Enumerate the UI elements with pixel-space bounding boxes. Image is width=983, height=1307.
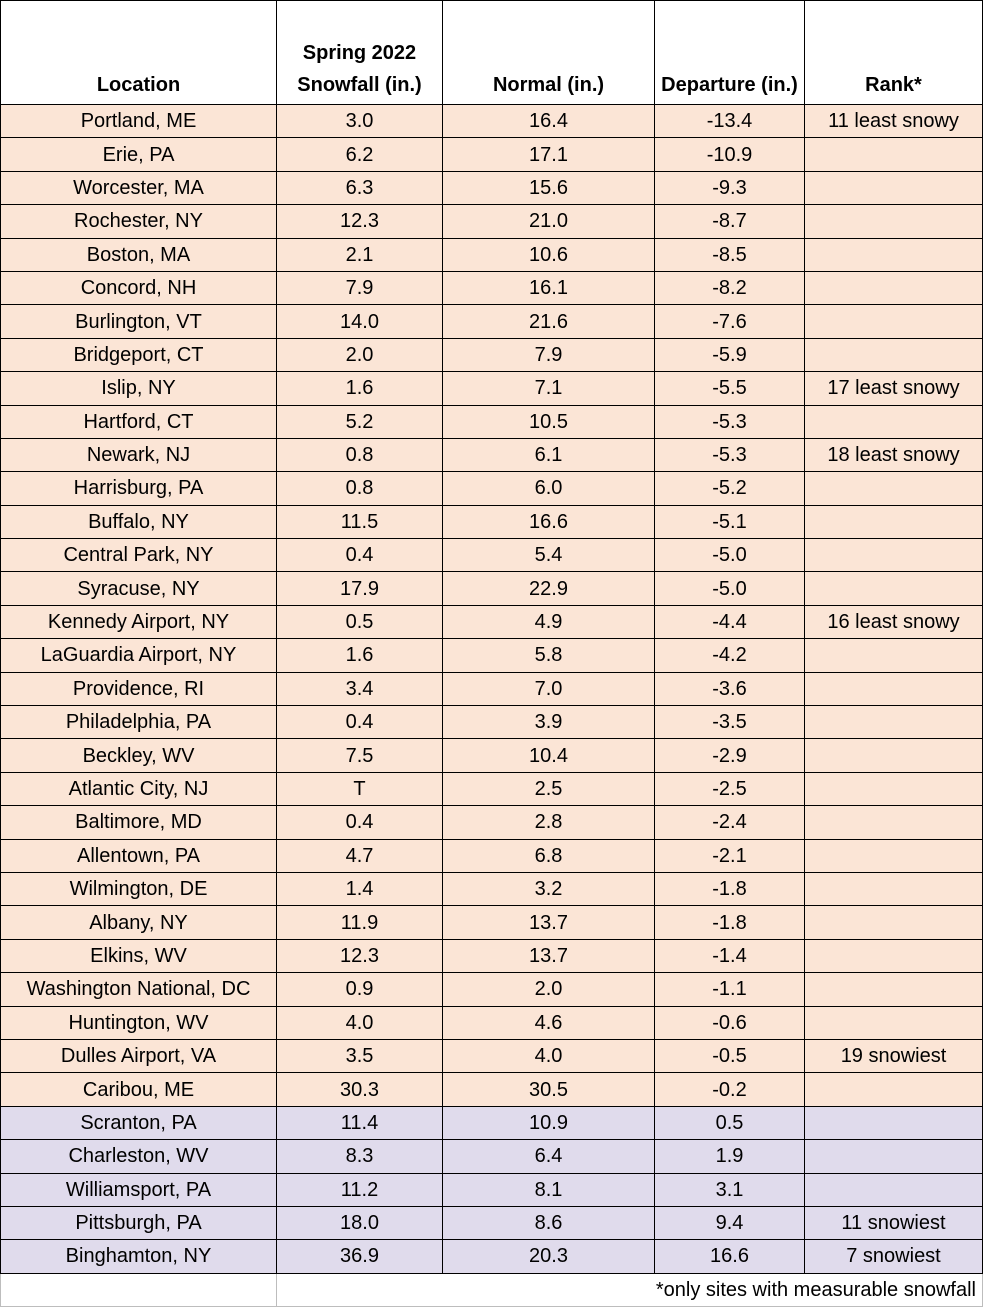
normal-cell: 4.6	[443, 1006, 655, 1039]
normal-cell: 3.2	[443, 872, 655, 905]
normal-cell: 7.1	[443, 372, 655, 405]
rank-cell: 7 snowiest	[805, 1240, 983, 1273]
table-row	[1, 271, 983, 304]
normal-cell: 7.9	[443, 338, 655, 371]
header-row	[1, 1, 983, 105]
location-cell: Islip, NY	[1, 372, 277, 405]
departure-cell: -1.8	[655, 872, 805, 905]
snowfall-cell: 0.8	[277, 472, 443, 505]
departure-cell: -1.8	[655, 906, 805, 939]
table-row	[1, 1006, 983, 1039]
location-cell: Scranton, PA	[1, 1106, 277, 1139]
location-cell: Hartford, CT	[1, 405, 277, 438]
normal-cell: 22.9	[443, 572, 655, 605]
departure-cell: -13.4	[655, 105, 805, 138]
rank-cell	[805, 872, 983, 905]
location-cell: Albany, NY	[1, 906, 277, 939]
departure-cell: -2.9	[655, 739, 805, 772]
normal-cell: 6.8	[443, 839, 655, 872]
table-row	[1, 472, 983, 505]
departure-cell: -5.3	[655, 405, 805, 438]
location-cell: Charleston, WV	[1, 1140, 277, 1173]
location-cell: Binghamton, NY	[1, 1240, 277, 1273]
departure-cell: -1.4	[655, 939, 805, 972]
rank-cell	[805, 539, 983, 572]
rank-cell	[805, 305, 983, 338]
snowfall-cell: 2.0	[277, 338, 443, 371]
snowfall-cell: 11.9	[277, 906, 443, 939]
table-row	[1, 739, 983, 772]
table-row	[1, 973, 983, 1006]
snowfall-cell: 7.9	[277, 271, 443, 304]
rank-cell: 18 least snowy	[805, 438, 983, 471]
rank-cell	[805, 973, 983, 1006]
snowfall-cell: 1.4	[277, 872, 443, 905]
snowfall-cell: 0.9	[277, 973, 443, 1006]
table-row	[1, 305, 983, 338]
location-cell: Atlantic City, NJ	[1, 772, 277, 805]
table-row	[1, 1240, 983, 1273]
snowfall-cell: 12.3	[277, 205, 443, 238]
normal-cell: 17.1	[443, 138, 655, 171]
table-row	[1, 1140, 983, 1173]
normal-cell: 6.4	[443, 1140, 655, 1173]
table-row	[1, 839, 983, 872]
rank-cell	[805, 138, 983, 171]
departure-cell: 9.4	[655, 1206, 805, 1239]
normal-cell: 15.6	[443, 171, 655, 204]
normal-cell: 10.9	[443, 1106, 655, 1139]
rank-cell: 11 least snowy	[805, 105, 983, 138]
departure-cell: 0.5	[655, 1106, 805, 1139]
location-cell: Providence, RI	[1, 672, 277, 705]
snowfall-cell: 1.6	[277, 639, 443, 672]
normal-cell: 8.6	[443, 1206, 655, 1239]
rank-cell	[805, 639, 983, 672]
departure-cell: 3.1	[655, 1173, 805, 1206]
table-row	[1, 806, 983, 839]
snowfall-cell: 4.7	[277, 839, 443, 872]
departure-cell: -0.2	[655, 1073, 805, 1106]
rank-cell: 11 snowiest	[805, 1206, 983, 1239]
rank-cell	[805, 1173, 983, 1206]
normal-cell: 16.4	[443, 105, 655, 138]
location-cell: Pittsburgh, PA	[1, 1206, 277, 1239]
normal-cell: 10.4	[443, 739, 655, 772]
snowfall-cell: 1.6	[277, 372, 443, 405]
header-rank: Rank*	[805, 1, 983, 105]
normal-cell: 2.8	[443, 806, 655, 839]
normal-cell: 4.9	[443, 605, 655, 638]
table-row	[1, 405, 983, 438]
footnote-spacer-cell	[1, 1273, 277, 1306]
location-cell: Worcester, MA	[1, 171, 277, 204]
location-cell: Rochester, NY	[1, 205, 277, 238]
rank-cell	[805, 1140, 983, 1173]
footnote-row	[1, 1273, 983, 1306]
normal-cell: 3.9	[443, 706, 655, 739]
departure-cell: -10.9	[655, 138, 805, 171]
rank-cell	[805, 338, 983, 371]
departure-cell: -7.6	[655, 305, 805, 338]
location-cell: Washington National, DC	[1, 973, 277, 1006]
normal-cell: 30.5	[443, 1073, 655, 1106]
rank-cell	[805, 839, 983, 872]
location-cell: Newark, NJ	[1, 438, 277, 471]
normal-cell: 16.1	[443, 271, 655, 304]
location-cell: Philadelphia, PA	[1, 706, 277, 739]
departure-cell: 1.9	[655, 1140, 805, 1173]
table-row	[1, 105, 983, 138]
location-cell: Kennedy Airport, NY	[1, 605, 277, 638]
rank-cell	[805, 1006, 983, 1039]
normal-cell: 10.6	[443, 238, 655, 271]
table-row	[1, 1206, 983, 1239]
departure-cell: -5.2	[655, 472, 805, 505]
table-row	[1, 338, 983, 371]
normal-cell: 2.0	[443, 973, 655, 1006]
location-cell: Wilmington, DE	[1, 872, 277, 905]
departure-cell: -2.5	[655, 772, 805, 805]
snowfall-cell: 3.5	[277, 1039, 443, 1072]
location-cell: Bridgeport, CT	[1, 338, 277, 371]
location-cell: Harrisburg, PA	[1, 472, 277, 505]
snowfall-cell: 17.9	[277, 572, 443, 605]
rank-cell	[805, 672, 983, 705]
snowfall-cell: 6.2	[277, 138, 443, 171]
departure-cell: -1.1	[655, 973, 805, 1006]
normal-cell: 21.0	[443, 205, 655, 238]
location-cell: LaGuardia Airport, NY	[1, 639, 277, 672]
table-body	[1, 105, 983, 1274]
location-cell: Central Park, NY	[1, 539, 277, 572]
table-row	[1, 939, 983, 972]
normal-cell: 5.8	[443, 639, 655, 672]
location-cell: Boston, MA	[1, 238, 277, 271]
location-cell: Beckley, WV	[1, 739, 277, 772]
rank-cell	[805, 806, 983, 839]
departure-cell: -5.0	[655, 539, 805, 572]
snowfall-cell: 11.5	[277, 505, 443, 538]
rank-cell	[805, 772, 983, 805]
location-cell: Huntington, WV	[1, 1006, 277, 1039]
rank-cell	[805, 472, 983, 505]
snowfall-cell: 0.8	[277, 438, 443, 471]
table-row	[1, 1173, 983, 1206]
normal-cell: 4.0	[443, 1039, 655, 1072]
snowfall-cell: 11.2	[277, 1173, 443, 1206]
snowfall-cell: 0.5	[277, 605, 443, 638]
table-row	[1, 906, 983, 939]
location-cell: Caribou, ME	[1, 1073, 277, 1106]
footnote: *only sites with measurable snowfall	[443, 1273, 983, 1306]
rank-cell	[805, 739, 983, 772]
rank-cell	[805, 572, 983, 605]
location-cell: Allentown, PA	[1, 839, 277, 872]
rank-cell	[805, 171, 983, 204]
location-cell: Dulles Airport, VA	[1, 1039, 277, 1072]
normal-cell: 6.0	[443, 472, 655, 505]
rank-cell: 16 least snowy	[805, 605, 983, 638]
normal-cell: 10.5	[443, 405, 655, 438]
snowfall-cell: 14.0	[277, 305, 443, 338]
table-row	[1, 672, 983, 705]
location-cell: Baltimore, MD	[1, 806, 277, 839]
departure-cell: -8.2	[655, 271, 805, 304]
snowfall-cell: T	[277, 772, 443, 805]
departure-cell: -5.1	[655, 505, 805, 538]
snowfall-cell: 3.4	[277, 672, 443, 705]
departure-cell: -9.3	[655, 171, 805, 204]
departure-cell: -8.7	[655, 205, 805, 238]
header-departure: Departure (in.)	[655, 1, 805, 105]
location-cell: Buffalo, NY	[1, 505, 277, 538]
location-cell: Williamsport, PA	[1, 1173, 277, 1206]
snowfall-cell: 0.4	[277, 706, 443, 739]
table-row	[1, 438, 983, 471]
departure-cell: 16.6	[655, 1240, 805, 1273]
normal-cell: 8.1	[443, 1173, 655, 1206]
rank-cell	[805, 271, 983, 304]
departure-cell: -2.4	[655, 806, 805, 839]
snowfall-cell: 5.2	[277, 405, 443, 438]
departure-cell: -8.5	[655, 238, 805, 271]
header-normal: Normal (in.)	[443, 1, 655, 105]
normal-cell: 13.7	[443, 939, 655, 972]
departure-cell: -4.2	[655, 639, 805, 672]
header-location: Location	[1, 1, 277, 105]
table-row	[1, 639, 983, 672]
rank-cell	[805, 1106, 983, 1139]
snowfall-cell: 11.4	[277, 1106, 443, 1139]
snowfall-cell: 6.3	[277, 171, 443, 204]
table-row	[1, 1039, 983, 1072]
table-row	[1, 605, 983, 638]
table-row	[1, 539, 983, 572]
rank-cell	[805, 939, 983, 972]
normal-cell: 16.6	[443, 505, 655, 538]
departure-cell: -2.1	[655, 839, 805, 872]
snowfall-cell: 30.3	[277, 1073, 443, 1106]
rank-cell	[805, 706, 983, 739]
snowfall-cell: 2.1	[277, 238, 443, 271]
rank-cell	[805, 505, 983, 538]
normal-cell: 21.6	[443, 305, 655, 338]
table-row	[1, 138, 983, 171]
departure-cell: -0.6	[655, 1006, 805, 1039]
snowfall-cell: 7.5	[277, 739, 443, 772]
snowfall-cell: 18.0	[277, 1206, 443, 1239]
table-row	[1, 1073, 983, 1106]
table-row	[1, 772, 983, 805]
snowfall-cell: 3.0	[277, 105, 443, 138]
rank-cell	[805, 1073, 983, 1106]
snowfall-cell: 36.9	[277, 1240, 443, 1273]
table-row	[1, 706, 983, 739]
location-cell: Concord, NH	[1, 271, 277, 304]
snowfall-cell: 4.0	[277, 1006, 443, 1039]
rank-cell	[805, 906, 983, 939]
table-row	[1, 238, 983, 271]
rank-cell: 17 least snowy	[805, 372, 983, 405]
rank-cell: 19 snowiest	[805, 1039, 983, 1072]
location-cell: Erie, PA	[1, 138, 277, 171]
table-row	[1, 572, 983, 605]
departure-cell: -0.5	[655, 1039, 805, 1072]
departure-cell: -5.3	[655, 438, 805, 471]
table-row	[1, 372, 983, 405]
table-row	[1, 1106, 983, 1139]
table-row	[1, 505, 983, 538]
table-row	[1, 872, 983, 905]
normal-cell: 5.4	[443, 539, 655, 572]
snowfall-cell: 8.3	[277, 1140, 443, 1173]
location-cell: Elkins, WV	[1, 939, 277, 972]
rank-cell	[805, 205, 983, 238]
departure-cell: -3.5	[655, 706, 805, 739]
location-cell: Syracuse, NY	[1, 572, 277, 605]
normal-cell: 20.3	[443, 1240, 655, 1273]
snowfall-cell: 12.3	[277, 939, 443, 972]
normal-cell: 6.1	[443, 438, 655, 471]
location-cell: Portland, ME	[1, 105, 277, 138]
normal-cell: 13.7	[443, 906, 655, 939]
rank-cell	[805, 238, 983, 271]
departure-cell: -4.4	[655, 605, 805, 638]
header-snowfall: Spring 2022 Snowfall (in.)	[277, 1, 443, 105]
table-row	[1, 171, 983, 204]
snowfall-cell: 0.4	[277, 806, 443, 839]
footnote-spacer-cell	[277, 1273, 443, 1306]
normal-cell: 2.5	[443, 772, 655, 805]
rank-cell	[805, 405, 983, 438]
departure-cell: -5.0	[655, 572, 805, 605]
departure-cell: -3.6	[655, 672, 805, 705]
normal-cell: 7.0	[443, 672, 655, 705]
table-row	[1, 205, 983, 238]
departure-cell: -5.5	[655, 372, 805, 405]
snowfall-cell: 0.4	[277, 539, 443, 572]
departure-cell: -5.9	[655, 338, 805, 371]
location-cell: Burlington, VT	[1, 305, 277, 338]
